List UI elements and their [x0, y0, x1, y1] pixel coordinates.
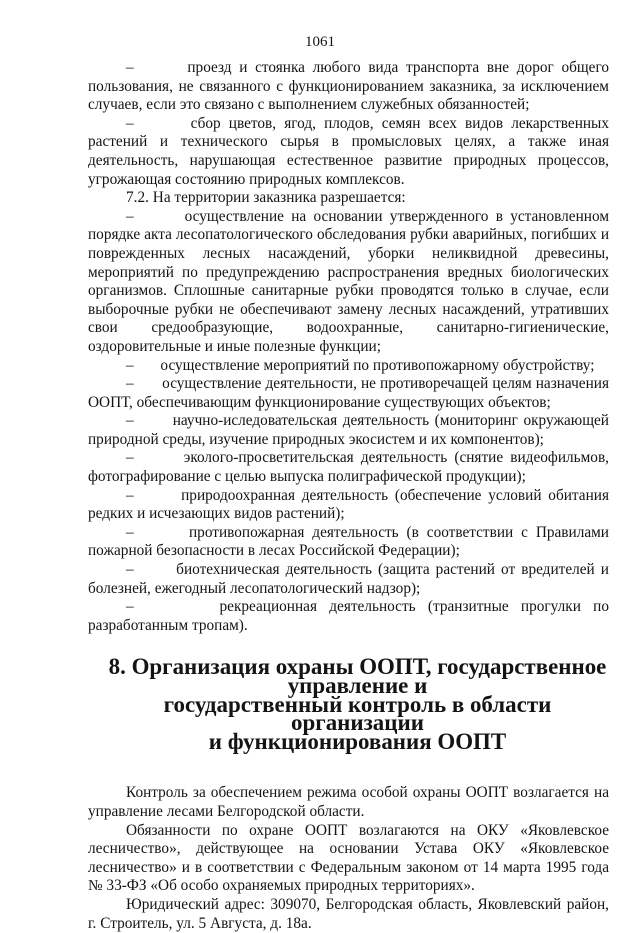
heading-line-2: государственный контроль в области организации — [163, 691, 552, 736]
list-item-fire-prevention: – противопожарная деятельность (в соответствии с Правилами пожарной безопасности в лесах Российской Федерации); — [88, 523, 609, 560]
clause-7-2: 7.2. На территории заказника разрешается: — [126, 189, 406, 207]
document-body — [88, 59, 609, 933]
paragraph-address: Юридический адрес: 309070, Белгородская область, Яковлевский район, г. Строитель, ул. 5 Августа, д. 18а. — [88, 895, 609, 932]
list-item-sanitary-cutting: – осуществление на основании утвержденного в установленном порядке акта лесопатологического обследования рубки аварийных, погибших и поврежденных лесных насаждений, уборки неликвидной древесины, мероприятий по предупреждению распространения вредных биологических организмов. Сплошные санитарные рубки проводятся только в случае, если выборочные рубки не обеспечивают замену лесных насаждений, утративших свои средообразующие, водоохранные, санитарно-гигиенические, оздоровительные и иные полезные функции; — [88, 207, 609, 355]
list-item-biotechnical: – биотехническая деятельность (защита растений от вредителей и болезней, ежегодный лесопатологический надзор); — [88, 561, 609, 597]
list-item-conservation: – природоохранная деятельность (обеспечение условий обитания редких и исчезающих видов растений); — [88, 486, 609, 523]
heading-line-3: и функционирования ООПТ — [208, 728, 507, 754]
list-item-collection: – сбор цветов, ягод, плодов, семян всех видов лекарственных растений и технического сырья в промысловых целях, а также иная деятельность, нарушающая естественное развитие природных процессов, угрожающая состоянию природных комплексов. — [88, 114, 609, 188]
paragraph-duties: Обязанности по охране ООПТ возлагаются на ОКУ «Яковлевское лесничество», действующее на основании Устава ОКУ «Яковлевское лесничество» и в соответствии с Федеральным законом от 14 марта 1995 года № 33-ФЗ «Об особо охраняемых природных территориях». — [88, 821, 609, 895]
spacer — [88, 751, 609, 784]
section-8-heading — [88, 654, 609, 754]
list-item-fire-measures: – осуществление мероприятий по противопожарному обустройству; — [126, 356, 595, 374]
list-item-education: – эколого-просветительская деятельность (снятие видеофильмов, фотографирование с целью выпуска полиграфической продукции); — [88, 449, 609, 486]
list-item-research: – научно-иследовательская деятельность (мониторинг окружающей природной среды, изучение природных экосистем и их компонентов); — [88, 412, 609, 448]
page-number: 1061 — [305, 34, 335, 50]
list-item-activity: – осуществление деятельности, не противоречащей целям назначения ООПТ, обеспечивающим функционирование существующих объектов; — [88, 375, 609, 411]
paragraph-control: Контроль за обеспечением режима особой охраны ООПТ возлагается на управление лесами Белгородской области. — [88, 784, 609, 820]
heading-line-1: 8. Организация охраны ООПТ, государственное управление и — [108, 654, 607, 698]
list-item-transport: – проезд и стоянка любого вида транспорта вне дорог общего пользования, не связанного с функционированием заказника, за исключением случаев, если это связано с выполнением служебных обязанностей; — [88, 59, 609, 114]
list-item-recreation: – рекреационная деятельность (транзитные прогулки по разработанным тропам). — [88, 598, 609, 634]
